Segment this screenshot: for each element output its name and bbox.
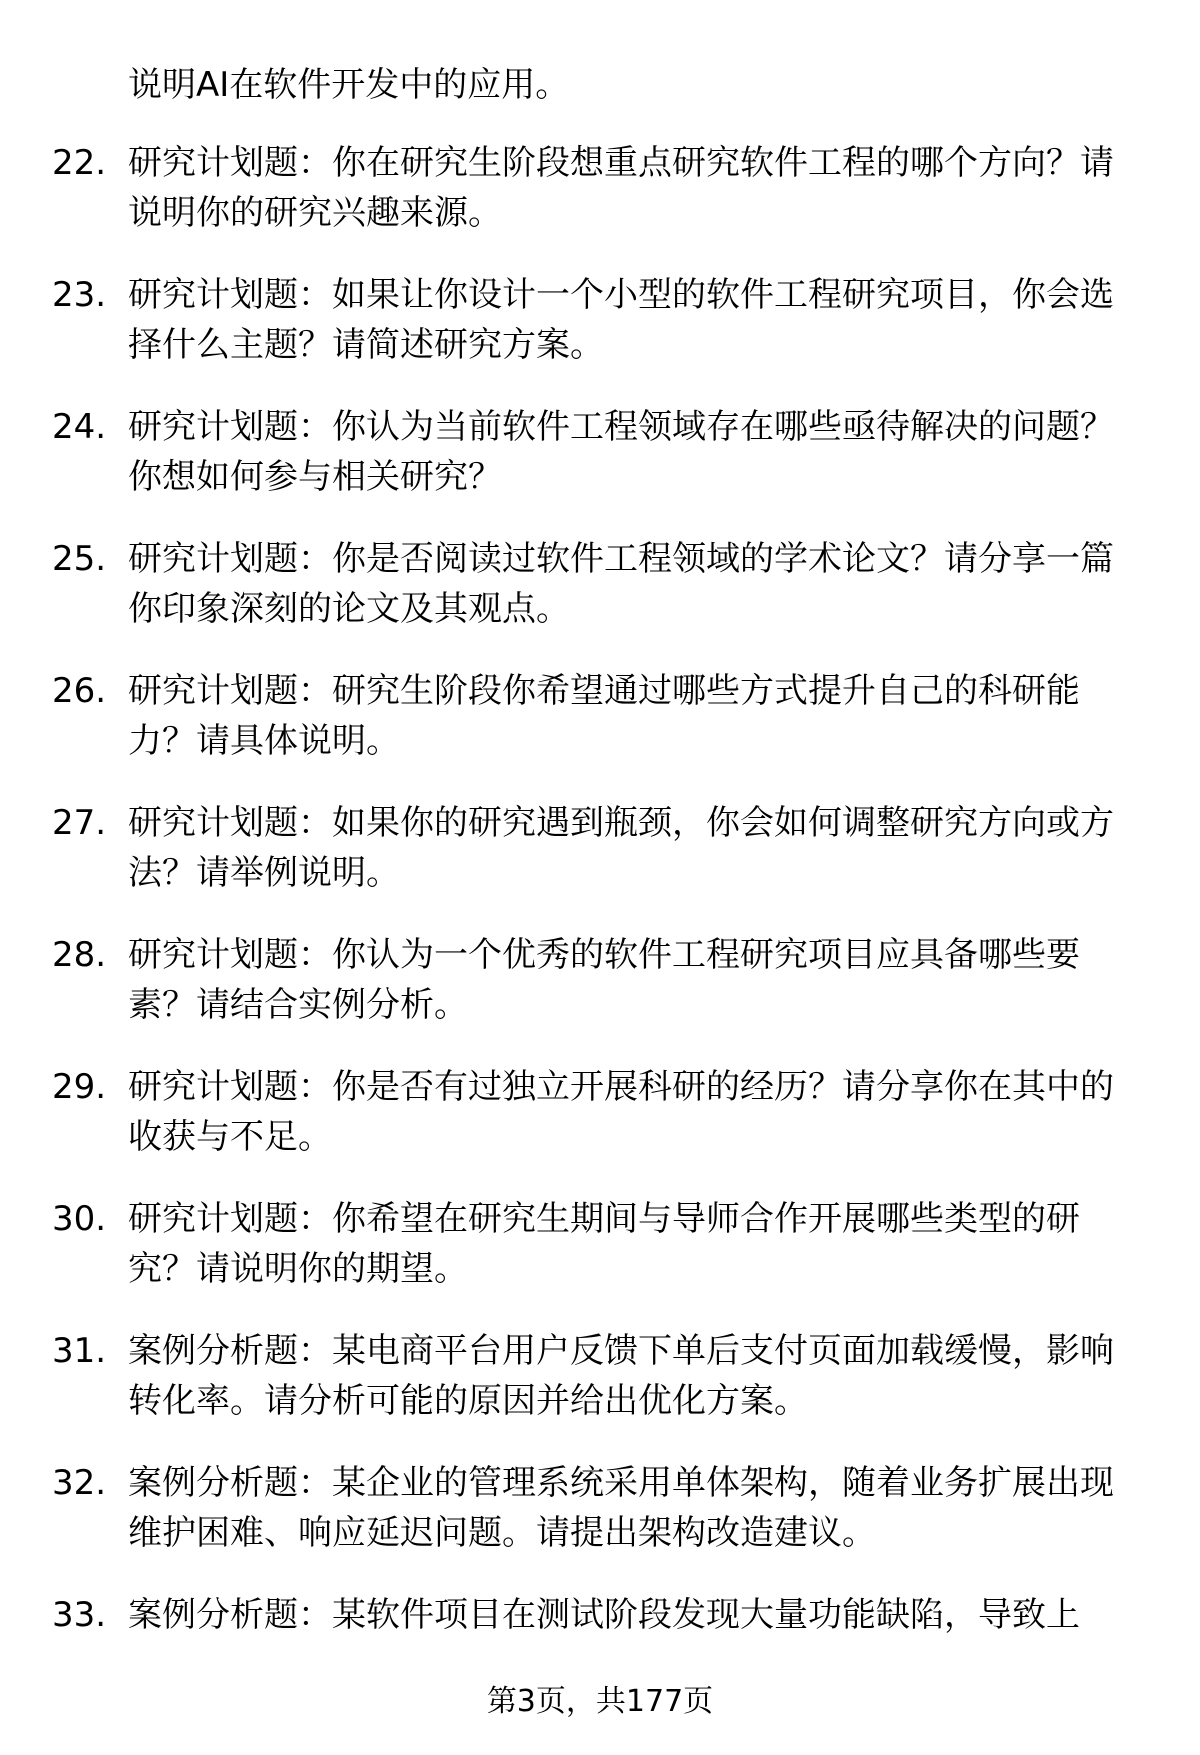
question-text: 研究计划题：你希望在研究生期间与导师合作开展哪些类型的研究？请说明你的期望。 [128, 1199, 1080, 1289]
question-number: 26. [52, 671, 107, 711]
question-text: 案例分析题：某软件项目在测试阶段发现大量功能缺陷，导致上 [128, 1595, 1080, 1635]
question-number: 25. [52, 539, 107, 579]
list-item [0, 1194, 1200, 1326]
question-number: 31. [52, 1331, 107, 1371]
question-text: 研究计划题：研究生阶段你希望通过哪些方式提升自己的科研能力？请具体说明。 [128, 671, 1080, 761]
list-item [0, 138, 1200, 270]
question-text: 研究计划题：如果让你设计一个小型的软件工程研究项目，你会选择什么主题？请简述研究方案。 [128, 275, 1114, 365]
question-text: 研究计划题：你认为当前软件工程领域存在哪些亟待解决的问题？你想如何参与相关研究？ [128, 407, 1114, 497]
question-number: 29. [52, 1067, 107, 1107]
question-number: 27. [52, 803, 107, 843]
question-number: 33. [52, 1595, 107, 1635]
list-item [0, 270, 1200, 402]
question-text: 研究计划题：你是否有过独立开展科研的经历？请分享你在其中的收获与不足。 [128, 1067, 1114, 1157]
question-text: 案例分析题：某企业的管理系统采用单体架构，随着业务扩展出现维护困难、响应延迟问题。请提出架构改造建议。 [128, 1463, 1114, 1553]
question-number: 24. [52, 407, 107, 447]
question-text: 研究计划题：你是否阅读过软件工程领域的学术论文？请分享一篇你印象深刻的论文及其观点。 [128, 539, 1114, 629]
question-number: 32. [52, 1463, 107, 1503]
list-item [0, 1062, 1200, 1194]
list-item [0, 1326, 1200, 1458]
question-number: 30. [52, 1199, 107, 1239]
list-item [0, 798, 1200, 930]
question-text: 案例分析题：某电商平台用户反馈下单后支付页面加载缓慢，影响转化率。请分析可能的原因并给出优化方案。 [128, 1331, 1114, 1421]
continuation-text: 说明AI在软件开发中的应用。 [128, 65, 570, 105]
list-item [0, 402, 1200, 534]
question-text: 研究计划题：你在研究生阶段想重点研究软件工程的哪个方向？请说明你的研究兴趣来源。 [128, 143, 1114, 233]
page-footer: 第3页，共177页 [486, 1684, 714, 1719]
list-item [0, 666, 1200, 798]
question-text: 研究计划题：如果你的研究遇到瓶颈，你会如何调整研究方向或方法？请举例说明。 [128, 803, 1114, 893]
question-text: 研究计划题：你认为一个优秀的软件工程研究项目应具备哪些要素？请结合实例分析。 [128, 935, 1080, 1025]
question-number: 28. [52, 935, 107, 975]
list-item [0, 1458, 1200, 1590]
question-list [0, 138, 1200, 1722]
list-item [0, 534, 1200, 666]
question-number: 23. [52, 275, 107, 315]
list-item [0, 930, 1200, 1062]
question-number: 22. [52, 143, 107, 183]
